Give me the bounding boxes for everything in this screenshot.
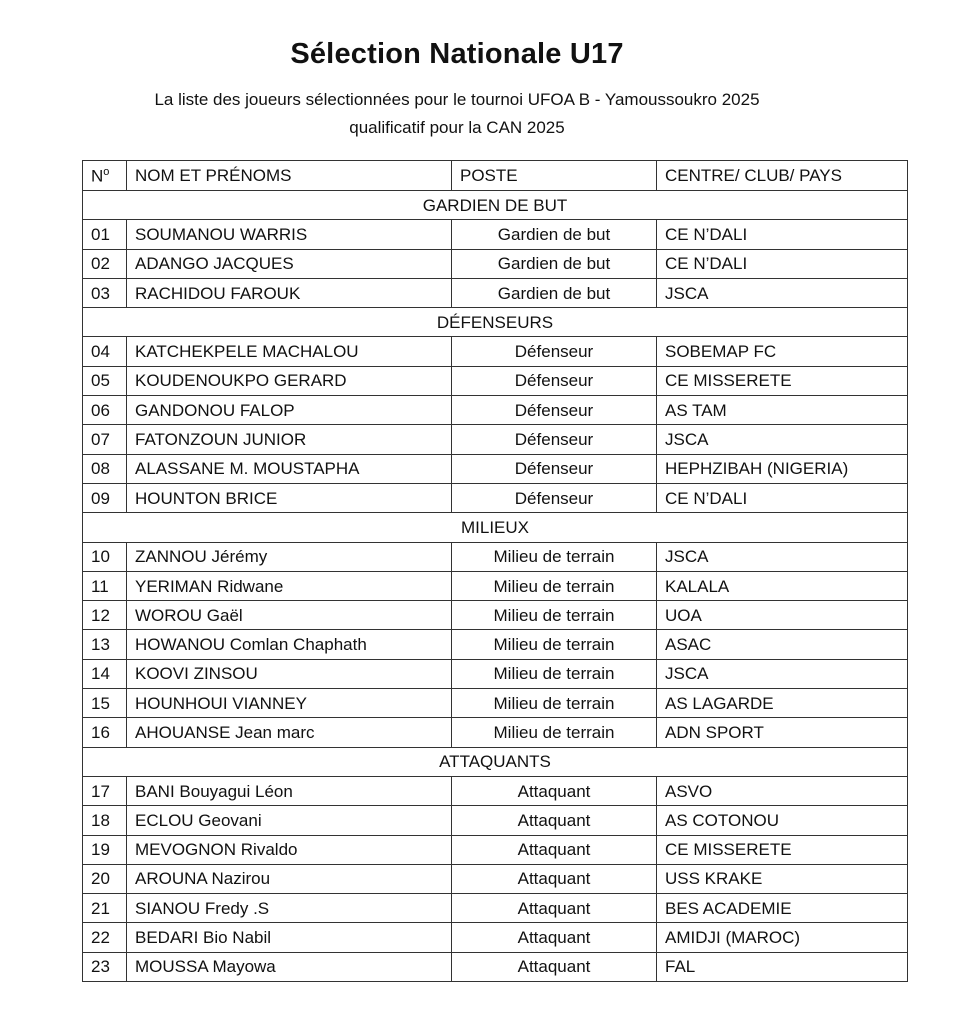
player-position: Défenseur <box>452 337 657 366</box>
player-club: SOBEMAP FC <box>657 337 908 366</box>
player-name: HOWANOU Comlan Chaphath <box>127 630 452 659</box>
player-number: 15 <box>83 689 127 718</box>
section-heading: GARDIEN DE BUT <box>83 191 908 220</box>
player-name: ALASSANE M. MOUSTAPHA <box>127 454 452 483</box>
player-club: KALALA <box>657 571 908 600</box>
player-club: FAL <box>657 952 908 981</box>
player-name: AHOUANSE Jean marc <box>127 718 452 747</box>
player-position: Gardien de but <box>452 278 657 307</box>
table-row <box>83 923 908 952</box>
player-position: Gardien de but <box>452 220 657 249</box>
table-row <box>83 220 908 249</box>
table-row <box>83 630 908 659</box>
player-number: 06 <box>83 396 127 425</box>
section-row <box>83 513 908 542</box>
header-club: CENTRE/ CLUB/ PAYS <box>657 161 908 191</box>
player-number: 13 <box>83 630 127 659</box>
section-heading: ATTAQUANTS <box>83 747 908 776</box>
header-number <box>83 161 127 191</box>
player-number: 02 <box>83 249 127 278</box>
player-number: 12 <box>83 601 127 630</box>
player-name: RACHIDOU FAROUK <box>127 278 452 307</box>
player-club: JSCA <box>657 278 908 307</box>
table-row <box>83 425 908 454</box>
player-position: Gardien de but <box>452 249 657 278</box>
player-position: Milieu de terrain <box>452 689 657 718</box>
player-position: Milieu de terrain <box>452 542 657 571</box>
player-roster-table <box>82 160 908 982</box>
player-position: Attaquant <box>452 864 657 893</box>
player-number: 14 <box>83 659 127 688</box>
player-club: USS KRAKE <box>657 864 908 893</box>
player-name: BANI Bouyagui Léon <box>127 776 452 805</box>
player-position: Attaquant <box>452 835 657 864</box>
player-club: CE MISSERETE <box>657 366 908 395</box>
player-number: 17 <box>83 776 127 805</box>
player-name: FATONZOUN JUNIOR <box>127 425 452 454</box>
player-club: CE MISSERETE <box>657 835 908 864</box>
player-club: ADN SPORT <box>657 718 908 747</box>
player-number: 19 <box>83 835 127 864</box>
table-row <box>83 249 908 278</box>
table-row <box>83 806 908 835</box>
player-club: JSCA <box>657 425 908 454</box>
roster-body <box>83 191 908 982</box>
header-number-label: N <box>91 166 104 186</box>
table-row <box>83 952 908 981</box>
player-club: ASVO <box>657 776 908 805</box>
player-name: ECLOU Geovani <box>127 806 452 835</box>
player-number: 20 <box>83 864 127 893</box>
table-row <box>83 864 908 893</box>
table-row <box>83 366 908 395</box>
player-number: 04 <box>83 337 127 366</box>
table-row <box>83 542 908 571</box>
table-row <box>83 894 908 923</box>
table-row <box>83 659 908 688</box>
player-club: CE N’DALI <box>657 483 908 512</box>
player-club: CE N’DALI <box>657 249 908 278</box>
player-club: HEPHZIBAH (NIGERIA) <box>657 454 908 483</box>
player-name: HOUNTON BRICE <box>127 483 452 512</box>
table-row <box>83 835 908 864</box>
player-name: KOUDENOUKPO GERARD <box>127 366 452 395</box>
player-number: 07 <box>83 425 127 454</box>
player-name: MOUSSA Mayowa <box>127 952 452 981</box>
page-title: Sélection Nationale U17 <box>290 38 624 70</box>
table-row <box>83 483 908 512</box>
player-number: 08 <box>83 454 127 483</box>
player-club: JSCA <box>657 542 908 571</box>
player-name: ZANNOU Jérémy <box>127 542 452 571</box>
table-header-row <box>83 161 908 191</box>
player-club: UOA <box>657 601 908 630</box>
player-name: BEDARI Bio Nabil <box>127 923 452 952</box>
player-position: Défenseur <box>452 425 657 454</box>
section-heading: MILIEUX <box>83 513 908 542</box>
player-position: Attaquant <box>452 806 657 835</box>
header-position: POSTE <box>452 161 657 191</box>
player-name: SOUMANOU WARRIS <box>127 220 452 249</box>
player-name: ADANGO JACQUES <box>127 249 452 278</box>
player-position: Défenseur <box>452 366 657 395</box>
table-row <box>83 396 908 425</box>
player-name: KOOVI ZINSOU <box>127 659 452 688</box>
table-row <box>83 689 908 718</box>
player-position: Attaquant <box>452 923 657 952</box>
table-row <box>83 454 908 483</box>
player-name: GANDONOU FALOP <box>127 396 452 425</box>
player-name: YERIMAN Ridwane <box>127 571 452 600</box>
header-name: NOM ET PRÉNOMS <box>127 161 452 191</box>
table-row <box>83 776 908 805</box>
player-club: AS TAM <box>657 396 908 425</box>
player-club: AS LAGARDE <box>657 689 908 718</box>
player-name: HOUNHOUI VIANNEY <box>127 689 452 718</box>
section-heading: DÉFENSEURS <box>83 308 908 337</box>
subtitle-line-2: qualificatif pour la CAN 2025 <box>349 118 565 137</box>
player-number: 16 <box>83 718 127 747</box>
player-club: AS COTONOU <box>657 806 908 835</box>
player-position: Milieu de terrain <box>452 659 657 688</box>
subtitle-line-1: La liste des joueurs sélectionnées pour le tournoi UFOA B - Yamoussoukro 2025 <box>154 90 760 109</box>
table-row <box>83 718 908 747</box>
section-row <box>83 191 908 220</box>
player-number: 23 <box>83 952 127 981</box>
player-number: 05 <box>83 366 127 395</box>
player-number: 22 <box>83 923 127 952</box>
player-club: CE N’DALI <box>657 220 908 249</box>
player-name: AROUNA Nazirou <box>127 864 452 893</box>
player-position: Attaquant <box>452 952 657 981</box>
player-number: 10 <box>83 542 127 571</box>
table-row <box>83 337 908 366</box>
section-row <box>83 308 908 337</box>
player-position: Défenseur <box>452 396 657 425</box>
player-position: Attaquant <box>452 776 657 805</box>
table-row <box>83 278 908 307</box>
player-position: Défenseur <box>452 454 657 483</box>
player-number: 03 <box>83 278 127 307</box>
player-number: 21 <box>83 894 127 923</box>
player-position: Milieu de terrain <box>452 571 657 600</box>
player-number: 11 <box>83 571 127 600</box>
player-position: Attaquant <box>452 894 657 923</box>
player-position: Milieu de terrain <box>452 718 657 747</box>
player-name: WOROU Gaël <box>127 601 452 630</box>
player-club: JSCA <box>657 659 908 688</box>
player-number: 01 <box>83 220 127 249</box>
player-club: ASAC <box>657 630 908 659</box>
section-row <box>83 747 908 776</box>
table-row <box>83 601 908 630</box>
player-name: SIANOU Fredy .S <box>127 894 452 923</box>
header-number-superscript: o <box>103 165 110 178</box>
player-number: 09 <box>83 483 127 512</box>
player-name: MEVOGNON Rivaldo <box>127 835 452 864</box>
player-club: AMIDJI (MAROC) <box>657 923 908 952</box>
player-position: Défenseur <box>452 483 657 512</box>
player-number: 18 <box>83 806 127 835</box>
table-row <box>83 571 908 600</box>
player-name: KATCHEKPELE MACHALOU <box>127 337 452 366</box>
player-position: Milieu de terrain <box>452 630 657 659</box>
player-position: Milieu de terrain <box>452 601 657 630</box>
player-club: BES ACADEMIE <box>657 894 908 923</box>
